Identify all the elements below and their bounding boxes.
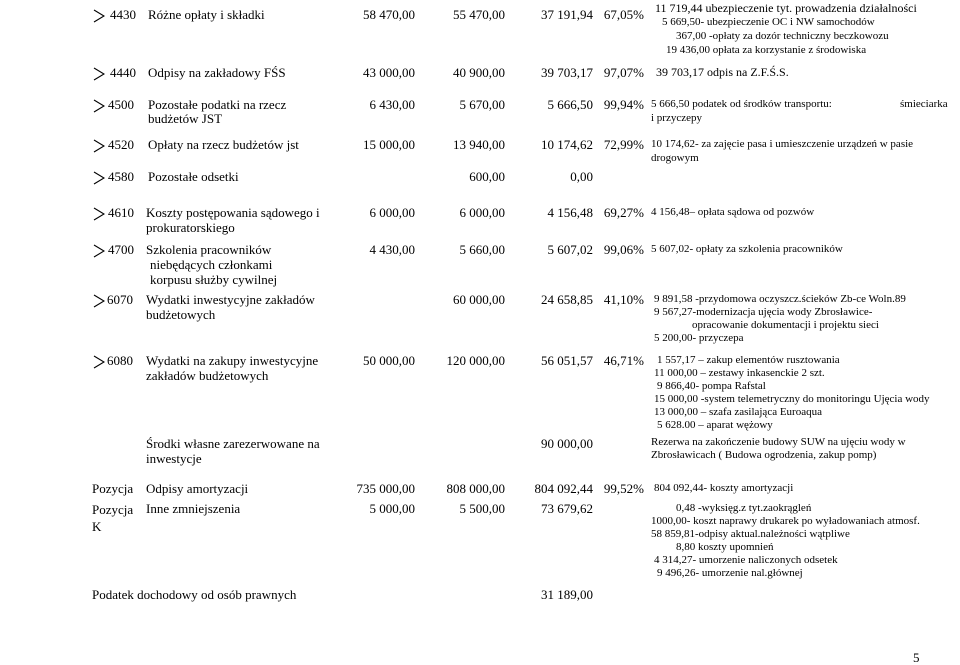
row-plan: 50 000,00 bbox=[363, 353, 415, 368]
bullet-arrow-icon bbox=[93, 99, 105, 113]
row-desc: opracowanie dokumentacji i projektu sieci bbox=[692, 319, 879, 331]
row-name: zakładów budżetowych bbox=[146, 368, 269, 383]
row-name: Opłaty na rzecz budżetów jst bbox=[148, 137, 299, 152]
row-code: 4500 bbox=[108, 97, 134, 112]
bullet-arrow-icon bbox=[93, 294, 105, 308]
row-percent: 46,71% bbox=[603, 353, 644, 368]
bullet-arrow-icon bbox=[93, 355, 105, 369]
row-after-changes: 13 940,00 bbox=[453, 137, 505, 152]
row-desc: 5 669,50- ubezpieczenie OC i NW samochodów bbox=[662, 16, 875, 28]
row-desc: 15 000,00 -system telemetryczny do monitoringu Ujęcia wody bbox=[654, 393, 930, 405]
row-name: Odpisy na zakładowy FŚS bbox=[148, 65, 286, 80]
row-desc: i przyczepy bbox=[651, 112, 702, 124]
row-desc: 9 891,58 -przydomowa oczyszcz.ścieków Zb-ce Woln.89 bbox=[654, 293, 906, 305]
row-desc: śmieciarka bbox=[900, 98, 948, 110]
row-code: 4580 bbox=[108, 169, 134, 184]
row-desc: 804 092,44- koszty amortyzacji bbox=[654, 482, 794, 494]
row-name: Koszty postępowania sądowego i bbox=[146, 205, 320, 220]
row-execution: 10 174,62 bbox=[541, 137, 593, 152]
row-name: Odpisy amortyzacji bbox=[146, 481, 249, 496]
row-name: Podatek dochodowy od osób prawnych bbox=[92, 587, 297, 602]
row-execution: 31 189,00 bbox=[541, 587, 593, 602]
row-desc: 39 703,17 odpis na Z.F.Ś.S. bbox=[656, 65, 789, 79]
row-desc: 10 174,62- za zajęcie pasa i umieszczenie urządzeń w pasie bbox=[651, 138, 914, 150]
row-plan: 58 470,00 bbox=[363, 7, 415, 22]
row-desc: 11 000,00 – zestawy inkasenckie 2 szt. bbox=[654, 367, 825, 379]
row-plan: 6 430,00 bbox=[369, 97, 415, 112]
row-desc: 367,00 -opłaty za dozór techniczny beczkowozu bbox=[676, 30, 889, 42]
row-desc: 5 200,00- przyczepa bbox=[654, 332, 744, 344]
row-desc: Zbrosławicach ( Budowa ogrodzenia, zakup pomp) bbox=[651, 449, 877, 461]
row-code: Pozycja K bbox=[92, 502, 134, 534]
row-desc: 58 859,81-odpisy aktual.należności wątpliwe bbox=[651, 528, 850, 540]
row-percent: 72,99% bbox=[603, 137, 644, 152]
row-execution: 804 092,44 bbox=[534, 481, 593, 496]
row-after-changes: 60 000,00 bbox=[453, 292, 505, 307]
row-name: Pozostałe podatki na rzecz bbox=[148, 97, 287, 112]
row-execution: 5 666,50 bbox=[547, 97, 593, 112]
row-execution: 73 679,62 bbox=[541, 501, 593, 516]
row-name: niebędących członkami bbox=[150, 257, 273, 272]
row-desc: 9 567,27-modernizacja ujęcia wody Zbrosławice- bbox=[654, 306, 873, 318]
row-percent: 97,07% bbox=[603, 65, 644, 80]
row-percent: 99,94% bbox=[603, 97, 644, 112]
row-name: korpusu służby cywilnej bbox=[150, 272, 278, 287]
row-execution: 90 000,00 bbox=[541, 436, 593, 451]
row-name: budżetów JST bbox=[148, 111, 223, 126]
row-percent: 69,27% bbox=[603, 205, 644, 220]
bullet-arrow-icon bbox=[93, 244, 105, 258]
row-plan: 43 000,00 bbox=[363, 65, 415, 80]
row-execution: 56 051,57 bbox=[541, 353, 593, 368]
row-desc: Rezerwa na zakończenie budowy SUW na ujęciu wody w bbox=[651, 436, 906, 448]
row-desc: 19 436,00 opłata za korzystanie z środowiska bbox=[666, 44, 867, 56]
row-name: Wydatki inwestycyjne zakładów bbox=[146, 292, 315, 307]
row-name: Wydatki na zakupy inwestycyjne bbox=[146, 353, 319, 368]
row-desc: 1 557,17 – zakup elementów rusztowania bbox=[657, 354, 840, 366]
bullet-arrow-icon bbox=[93, 139, 105, 153]
row-name: Różne opłaty i składki bbox=[148, 7, 265, 22]
row-desc: 4 314,27- umorzenie naliczonych odsetek bbox=[654, 554, 838, 566]
row-plan: 5 000,00 bbox=[369, 501, 415, 516]
row-desc: 13 000,00 – szafa zasilająca Euroaqua bbox=[654, 406, 822, 418]
row-name: Pozostałe odsetki bbox=[148, 169, 239, 184]
row-plan: 15 000,00 bbox=[363, 137, 415, 152]
row-execution: 0,00 bbox=[570, 169, 593, 184]
row-name: inwestycje bbox=[146, 451, 202, 466]
row-code: 4440 bbox=[110, 65, 136, 80]
row-code: 4520 bbox=[108, 137, 134, 152]
row-name: Środki własne zarezerwowane na bbox=[146, 436, 320, 451]
row-name: prokuratorskiego bbox=[146, 220, 235, 235]
row-code: 6070 bbox=[107, 292, 133, 307]
row-execution: 4 156,48 bbox=[547, 205, 593, 220]
row-after-changes: 5 670,00 bbox=[459, 97, 505, 112]
row-execution: 5 607,02 bbox=[547, 242, 593, 257]
row-execution: 39 703,17 bbox=[541, 65, 593, 80]
row-code: Pozycja bbox=[92, 481, 134, 496]
row-percent: 41,10% bbox=[603, 292, 644, 307]
row-desc: drogowym bbox=[651, 152, 699, 164]
row-code: 4430 bbox=[110, 7, 136, 22]
row-desc: 8,80 koszty upomnień bbox=[676, 541, 774, 553]
row-percent: 99,06% bbox=[603, 242, 644, 257]
row-desc: 9 866,40- pompa Rafstal bbox=[657, 380, 766, 392]
row-name: budżetowych bbox=[146, 307, 216, 322]
row-name: Inne zmniejszenia bbox=[146, 501, 241, 516]
row-percent: 67,05% bbox=[603, 7, 644, 22]
row-desc: 5 628.00 – aparat wężowy bbox=[657, 419, 773, 431]
row-desc: 5 666,50 podatek od środków transportu: bbox=[651, 98, 832, 110]
row-after-changes: 808 000,00 bbox=[446, 481, 505, 496]
row-name: Szkolenia pracowników bbox=[146, 242, 272, 257]
row-desc: 9 496,26- umorzenie nal.głównej bbox=[657, 567, 803, 579]
bullet-arrow-icon bbox=[93, 67, 105, 81]
row-desc: 0,48 -wyksięg.z tyt.zaokrągleń bbox=[676, 502, 812, 514]
row-execution: 37 191,94 bbox=[541, 7, 593, 22]
row-plan: 735 000,00 bbox=[356, 481, 415, 496]
row-after-changes: 600,00 bbox=[469, 169, 505, 184]
row-code: 6080 bbox=[107, 353, 133, 368]
bullet-arrow-icon bbox=[93, 171, 105, 185]
row-desc: 11 719,44 ubezpieczenie tyt. prowadzenia działalności bbox=[655, 1, 917, 15]
row-desc: 1000,00- koszt naprawy drukarek po wyładowaniach atmosf. bbox=[651, 515, 920, 527]
row-after-changes: 55 470,00 bbox=[453, 7, 505, 22]
row-code: 4610 bbox=[108, 205, 134, 220]
page-number: 5 bbox=[913, 650, 920, 665]
row-code: 4700 bbox=[108, 242, 134, 257]
row-plan: 4 430,00 bbox=[369, 242, 415, 257]
row-execution: 24 658,85 bbox=[541, 292, 593, 307]
bullet-arrow-icon bbox=[93, 207, 105, 221]
row-desc: 5 607,02- opłaty za szkolenia pracowników bbox=[651, 243, 843, 255]
row-plan: 6 000,00 bbox=[369, 205, 415, 220]
row-after-changes: 40 900,00 bbox=[453, 65, 505, 80]
row-after-changes: 5 660,00 bbox=[459, 242, 505, 257]
row-after-changes: 6 000,00 bbox=[459, 205, 505, 220]
bullet-arrow-icon bbox=[93, 9, 105, 23]
row-desc: 4 156,48– opłata sądowa od pozwów bbox=[651, 206, 815, 218]
row-after-changes: 120 000,00 bbox=[446, 353, 505, 368]
row-after-changes: 5 500,00 bbox=[459, 501, 505, 516]
row-percent: 99,52% bbox=[603, 481, 644, 496]
